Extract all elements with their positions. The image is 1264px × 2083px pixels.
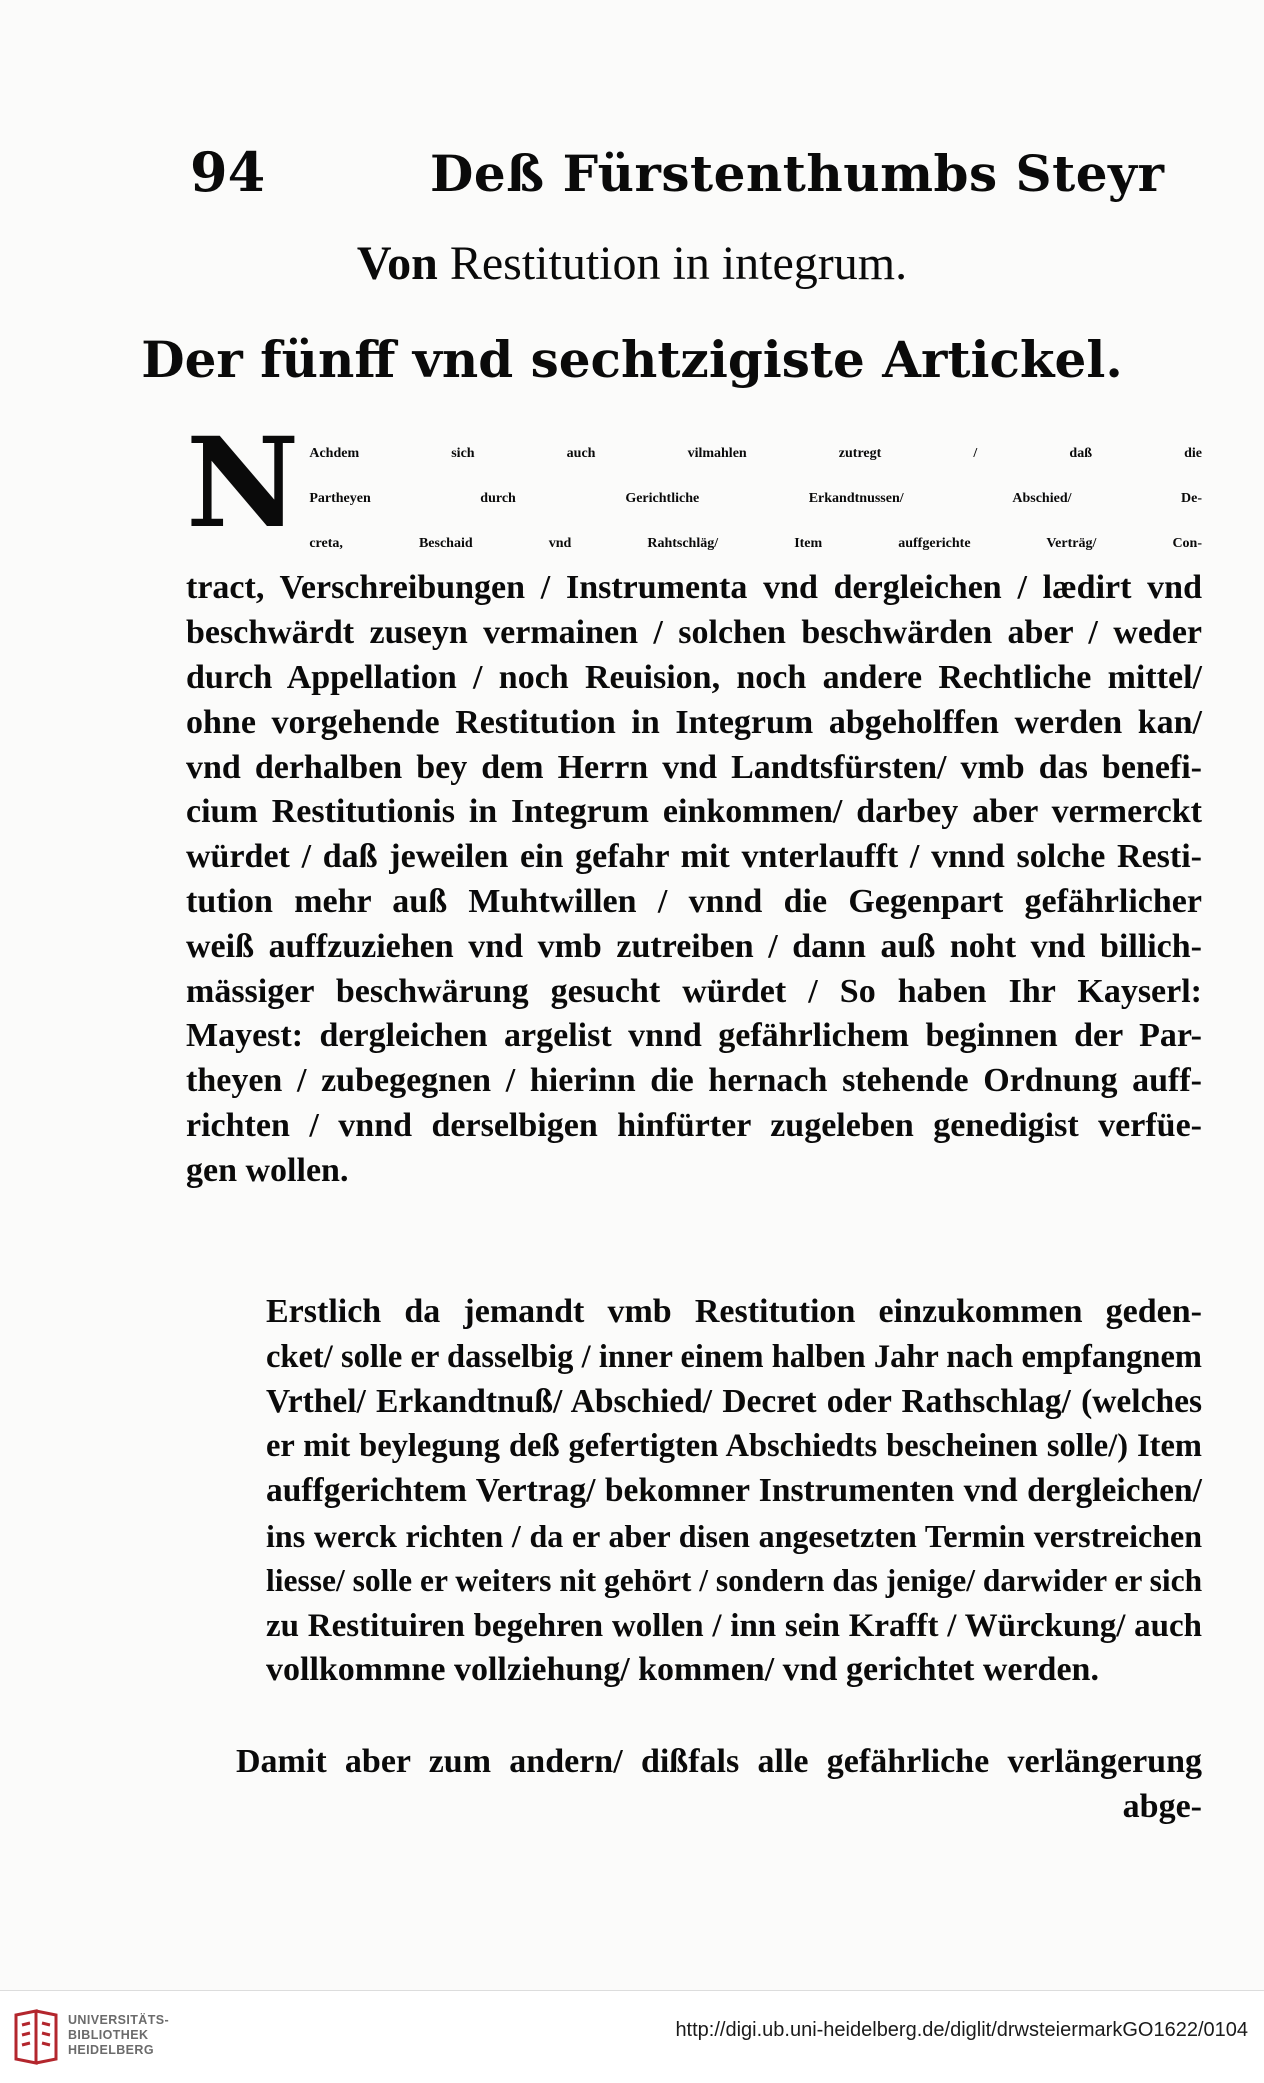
- permalink-url[interactable]: http://digi.ub.uni-heidelberg.de/diglit/drwsteiermarkGO1622/0104: [675, 2019, 1248, 2041]
- text-line: ohne vorgehende Restitution in Integrum abgeholffen werden kan/: [186, 703, 1202, 741]
- text-line: weiß auffzuziehen vnd vmb zutreiben / dann auß noht vnd billich-: [186, 927, 1202, 965]
- article-title: Der fünff vnd sechtzigiste Artickel.: [141, 330, 1123, 389]
- library-logo-text: [68, 2013, 169, 2058]
- library-logo[interactable]: [12, 2005, 172, 2069]
- drop-cap-initial: N: [186, 411, 300, 556]
- text-line: Erstlich da jemandt vmb Restitution einzukommen geden-: [266, 1293, 1202, 1330]
- logo-line-1: UNIVERSITÄTS-: [68, 2013, 170, 2027]
- paragraph-2: [186, 1290, 1202, 1693]
- running-title: Deß Fürstenthumbs Steyr: [430, 144, 1165, 203]
- text-line: beschwärdt zuseyn vermainen / solchen beschwärden aber / weder: [186, 614, 1202, 652]
- text-line: Vrthel/ Erkandtnuß/ Abschied/ Decret oder Rathschlag/ (welches: [266, 1382, 1202, 1420]
- text-line: Mayest: dergleichen argelist vnnd gefährlichem beginnen der Par-: [186, 1017, 1202, 1055]
- catchword: abge-: [1122, 1787, 1202, 1825]
- section-title-text: Restitution in integrum.: [449, 237, 908, 290]
- text-line: Achdem sich auch vilmahlen zutregt / daß die: [309, 446, 1202, 461]
- text-line: auffgerichtem Vertrag/ bekomner Instrumenten vnd dergleichen/: [266, 1472, 1202, 1510]
- text-line: zu Restituiren begehren wollen / inn sein Krafft / Würckung/ auch: [266, 1607, 1202, 1644]
- text-line: liesse/ solle er weiters nit gehört / sondern das jenige/ darwider er sich: [266, 1562, 1203, 1598]
- text-line: er mit beylegung deß gefertigten Abschiedts bescheinen solle/) Item: [266, 1428, 1202, 1465]
- text-line: Partheyen durch Gerichtliche Erkandtnussen/ Abschied/ De-: [309, 490, 1202, 506]
- text-line: mässiger beschwärung gesucht würdet / So haben Ihr Kayserl:: [186, 972, 1202, 1010]
- text-line: tract, Verschreibungen / Instrumenta vnd dergleichen / lædirt vnd: [186, 569, 1202, 607]
- text-line: cket/ solle er dasselbig / inner einem halben Jahr nach empfangnem: [266, 1338, 1202, 1375]
- text-line: cium Restitutionis in Integrum einkommen/ darbey aber vermerckt: [186, 793, 1202, 831]
- text-line: creta, Beschaid vnd Rahtschläg/ Item auffgerichte Verträg/ Con-: [309, 535, 1202, 551]
- text-line: würdet / daß jeweilen ein gefahr mit vnterlaufft / vnnd solche Resti-: [186, 838, 1202, 876]
- text-line: ins werck richten / da er aber disen angesetzten Termin verstreichen: [266, 1517, 1202, 1554]
- text-line: vollkommne vollziehung/ kommen/ vnd gerichtet werden.: [266, 1651, 1099, 1689]
- paragraph-3: [186, 1740, 1202, 1830]
- text-line: richten / vnnd derselbigen hinfürter zugeleben genedigist verfüe-: [186, 1106, 1202, 1144]
- text-line: gen wollen.: [186, 1151, 349, 1189]
- text-line: vnd derhalben bey dem Herrn vnd Landtsfürsten/ vmb das benefi-: [186, 748, 1202, 786]
- paragraph-1: [186, 411, 1202, 1194]
- viewer-footer: [0, 1990, 1264, 2083]
- section-title: [0, 236, 1264, 291]
- library-logo-icon: [12, 2009, 60, 2065]
- text-line: theyen / zubegegnen / hierinn die hernach stehende Ordnung auff-: [186, 1062, 1202, 1100]
- page-header: [190, 140, 1200, 210]
- logo-line-2: BIBLIOTHEK: [68, 2028, 149, 2042]
- text-line: durch Appellation / noch Reuision, noch andere Rechtliche mittel/: [186, 658, 1202, 696]
- logo-line-3: HEIDELBERG: [68, 2043, 154, 2057]
- text-line: Damit aber zum andern/ dißfals alle gefährliche verlängerung: [236, 1743, 1202, 1780]
- page-number: 94: [190, 140, 266, 204]
- section-title-prefix: Von: [356, 237, 438, 290]
- text-line: tution mehr auß Muhtwillen / vnnd die Gegenpart gefährlicher: [186, 882, 1202, 920]
